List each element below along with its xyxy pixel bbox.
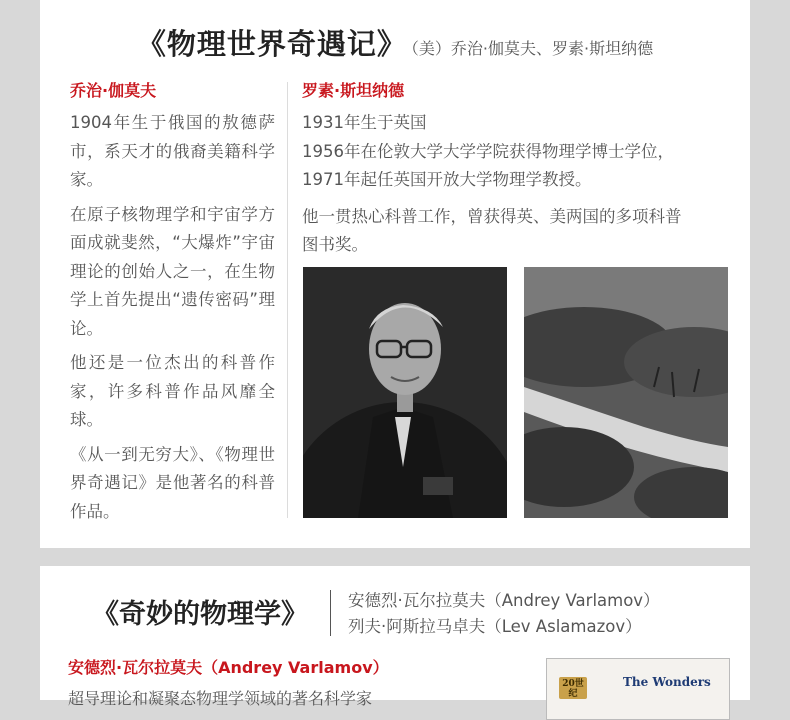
bio-line: 1956年在伦敦大学大学学院获得物理学博士学位， [302,141,674,161]
bio-line: 1931年生于英国 [302,113,427,132]
cover-title: The Wonders [623,675,711,689]
garden-landscape-photo [524,267,728,518]
author-bio-stannard [302,78,742,260]
book-card-physics-world [40,0,750,548]
book-cover-image [546,658,730,720]
bio-paragraph: 1904年生于俄国的敖德萨市，系天才的俄裔美籍科学家。 [70,113,275,189]
book-card-wonders-of-physics [40,566,750,708]
bio-paragraph: 《从一到无穷大》、《物理世界奇遇记》是他著名的科普作品。 [70,444,275,521]
book-author-line: 安德烈·瓦尔拉莫夫（Andrey Varlamov） [348,591,660,610]
bio-paragraph: 在原子核物理学和宇宙学方面成就斐然，“大爆炸”宇宙理论的创始人之一，在生物学上首先提出“遗传密码”理论。 [70,204,275,338]
bio-line: 图书奖。 [302,235,368,254]
book-title: 《奇妙的物理学》 [92,599,308,630]
author-portrait-photo [303,267,507,518]
bio-line: 他一贯热心科普工作，曾获得英、美两国的多项科普 [302,206,682,226]
book-authors [348,588,660,640]
book-authors: （美）乔治·伽莫夫、罗素·斯坦纳德 [410,39,654,58]
column-divider [287,82,288,518]
author-bio-gamow [70,78,275,532]
author-name-gamow: 乔治·伽莫夫 [70,81,157,100]
title-separator [330,590,331,636]
book-title-row [40,22,750,63]
book-author-line: 列夫·阿斯拉马卓夫（Lev Aslamazov） [348,617,642,636]
author-desc: 超导理论和凝聚态物理学领域的著名科学家 [68,689,373,708]
book-title: 《物理世界奇遇记》 [136,27,407,61]
author-name-stannard: 罗素·斯坦纳德 [302,81,405,100]
bio-paragraph: 他还是一位杰出的科普作家，许多科普作品风靡全球。 [70,353,275,429]
author-name-varlamov: 安德烈·瓦尔拉莫夫（Andrey Varlamov） [68,658,389,677]
bio-line: 1971年起任英国开放大学物理学教授。 [302,170,592,189]
cover-badge: 20世纪 [559,677,587,699]
